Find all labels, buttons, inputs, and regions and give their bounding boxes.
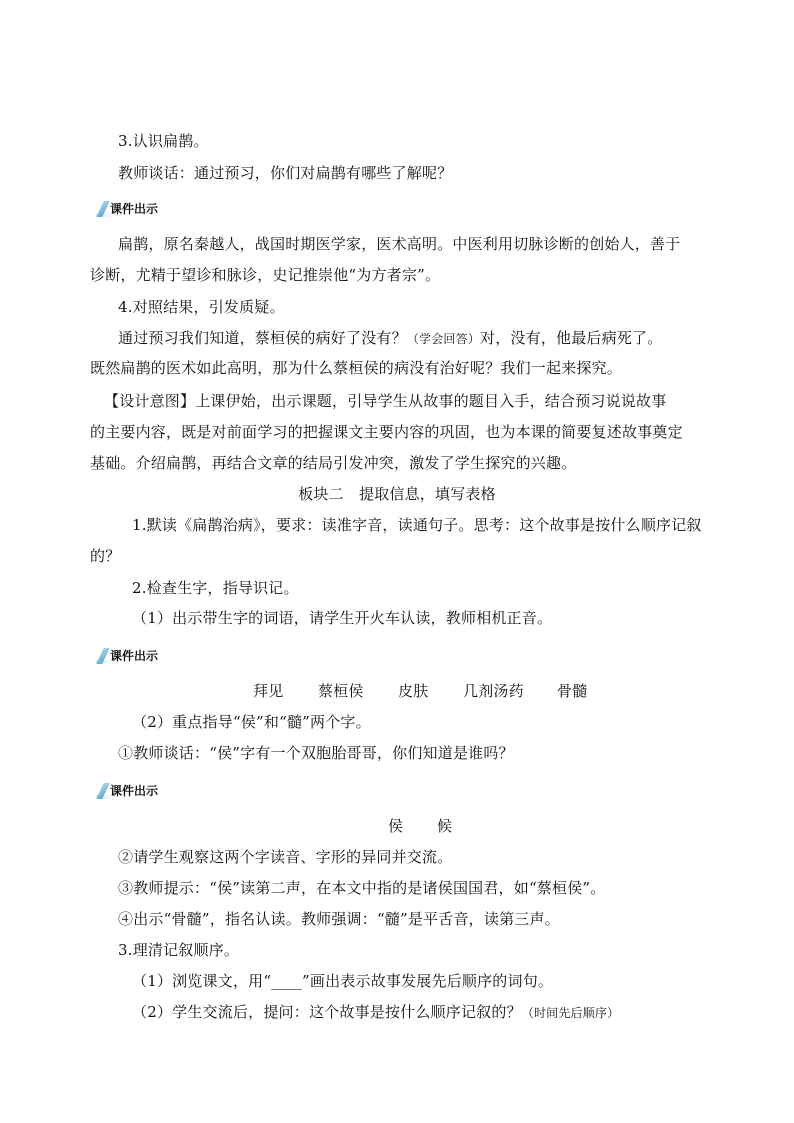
answer-note: （学会回答） [406, 332, 481, 346]
question-text: （2）学生交流后，提问：这个故事是按什么顺序记叙的？ [132, 1003, 522, 1021]
paragraph-line: ③教师提示：“侯”读第二声，在本文中指的是诸侯国国君，如“蔡桓侯”。 [118, 879, 606, 897]
text-part: （1）浏览课文，用“ [132, 972, 272, 990]
answer-text: 对，没有，他最后病死了。 [480, 329, 663, 347]
text-part: ”画出表示故事发展先后顺序的词句。 [302, 972, 554, 990]
paragraph-line: 既然扁鹊的医术如此高明，那为什么蔡桓侯的病没有治好呢？我们一起来探究。 [90, 359, 623, 377]
underline-mark: ____ [271, 972, 303, 990]
question-text: 通过预习我们知道，蔡桓侯的病好了没有？ [118, 329, 407, 347]
design-intent-line: 基础。介绍扁鹊，再结合文章的结局引发冲突，激发了学生探究的兴趣。 [90, 454, 577, 472]
section-heading: 板块二 提取信息，填写表格 [298, 485, 496, 503]
paragraph-line [132, 1001, 619, 1024]
step-4-heading: 4.对照结果，引发质疑。 [118, 298, 285, 316]
char-item: 侯 [388, 817, 404, 835]
paragraph-line [132, 970, 553, 992]
document-page: 3.认识扁鹊。 教师谈话：通过预习，你们对扁鹊有哪些了解呢？ 课件出示 扁鹊，原名秦越人，战国时期医学家，医术高明。中医利用切脉诊断的创始人，善于 诊断，尤精于望诊和脉诊，史记推崇他“为方者宗”。 4.对照结果，引发质疑。 通过预习我们知道，蔡桓侯的病好了没有？（学会回答）对，没有，他最后病死了。 既然扁鹊的医术如此高明，那为什么蔡桓侯的病没有治好呢？我们一起来探究。 【设计意图】上课伊始，出示课题，引导学生从故事的题目入手，结合预习说说故事 的主要内容，既是对前面学习的把握课文主要内容的巩固，也为本课的简要复述故事奠定 基础。介绍扁鹊，再结合文章的结局引发冲突，激发了学生探究的兴趣。 板块二 提取信息，填写表格 1.默读《扁鹊治病》，要求：读准字音，读通句子。思考：这个故事是按什么顺序记叙 的？ 2.检查生字，指导识记。 （1）出示带生字的词语，请学生开火车认读，教师相机正音。 课件出示 拜见 蔡桓侯 皮肤 几剂汤药 骨髓 （2）重点指导“侯”和“髓”两个字。 ①教师谈话：“侯”字有一个双胞胎哥哥，你们知道是谁吗？ 课件出示 侯 候 ②请学生观察这两个字读音、字形的异同并交流。 ③教师提示：“侯”读第二声，在本文中指的是诸侯国国君，如“蔡桓侯”。 ④出示“骨髓”，指名认读。教师强调：“髓”是平舌音，读第三声。 3.理清记叙顺序。 （1）浏览课文，用“____”画出表示故事发展先后顺序的词句。 （2）学生交流后，提问：这个故事是按什么顺序记叙的？（时间先后顺序） [0, 0, 794, 1123]
word-item: 几剂汤药 [463, 682, 524, 700]
word-item: 骨髓 [557, 682, 588, 700]
paragraph-line: 的？ [90, 547, 121, 565]
paragraph-line: 扁鹊，原名秦越人，战国时期医学家，医术高明。中医利用切脉诊断的创始人，善于 [118, 235, 681, 253]
teacher-talk: 教师谈话：通过预习，你们对扁鹊有哪些了解呢？ [118, 164, 453, 182]
char-item: 候 [437, 817, 453, 835]
design-intent-line: 的主要内容，既是对前面学习的把握课文主要内容的巩固，也为本课的简要复述故事奠定 [90, 423, 683, 441]
design-intent-line: 【设计意图】上课伊始，出示课题，引导学生从故事的题目入手，结合预习说说故事 [104, 392, 667, 410]
paragraph-line: （1）出示带生字的词语，请学生开火车认读，教师相机正音。 [132, 609, 553, 627]
word-item: 皮肤 [398, 682, 429, 700]
step-3-heading: 3.认识扁鹊。 [118, 132, 209, 150]
word-item: 拜见 [253, 682, 284, 700]
paragraph-line: ①教师谈话：“侯”字有一个双胞胎哥哥，你们知道是谁吗？ [118, 744, 514, 762]
paragraph-line: 1.默读《扁鹊治病》，要求：读准字音，读通句子。思考：这个故事是按什么顺序记叙 [132, 516, 702, 534]
word-item: 蔡桓侯 [318, 682, 364, 700]
paragraph-line [118, 327, 662, 350]
paragraph-line: ②请学生观察这两个字读音、字形的异同并交流。 [118, 848, 453, 866]
answer-note: （时间先后顺序） [521, 1006, 620, 1020]
step-3b-heading: 3.理清记叙顺序。 [118, 941, 240, 959]
paragraph-line: 诊断，尤精于望诊和脉诊，史记推崇他“为方者宗”。 [90, 266, 441, 284]
paragraph-line: ④出示“骨髓”，指名认读。教师强调：“髓”是平舌音，读第三声。 [118, 910, 560, 928]
step-2-heading: 2.检查生字，指导识记。 [132, 579, 299, 597]
paragraph-line: （2）重点指导“侯”和“髓”两个字。 [132, 713, 371, 731]
